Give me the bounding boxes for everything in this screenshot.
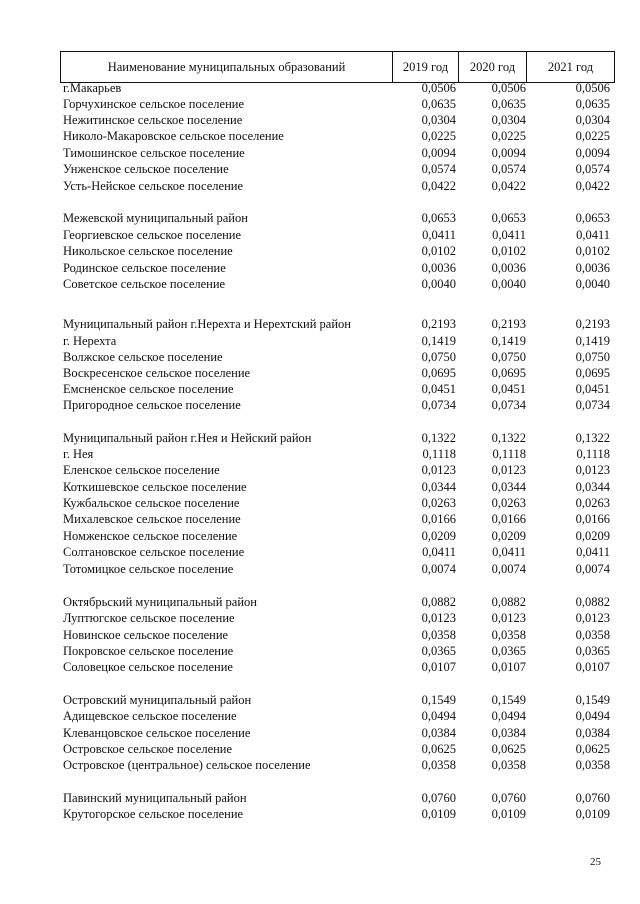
municipality-name: Георгиевское сельское поселение [63,228,242,242]
value-2020: 0,0411 [492,545,526,559]
table-row [0,479,640,495]
municipality-name: Горчухинское сельское поселение [63,97,245,111]
value-2019: 0,2193 [421,317,456,331]
value-2021: 0,0263 [575,496,610,510]
value-2019: 0,0040 [421,277,456,291]
value-2020: 0,0358 [491,758,526,772]
page-number: 25 [590,856,601,868]
value-2021: 0,0304 [575,113,610,127]
value-2020: 0,0384 [491,726,526,740]
value-2019: 0,0123 [421,463,456,477]
value-2020: 0,0365 [491,644,526,658]
value-2020: 0,1322 [491,431,526,445]
table-row [0,561,640,577]
value-2021: 0,1118 [576,447,610,461]
value-2021: 0,0036 [575,261,610,275]
value-2021: 0,0358 [575,628,610,642]
table-row [0,210,640,226]
municipality-name: Соловецкое сельское поселение [63,660,233,674]
table-row [0,544,640,560]
value-2021: 0,1322 [575,431,610,445]
value-2020: 0,0358 [491,628,526,642]
value-2021: 0,0102 [575,244,610,258]
value-2020: 0,0166 [491,512,526,526]
value-2019: 0,0036 [421,261,456,275]
table-row [0,627,640,643]
value-2019: 0,0358 [421,758,456,772]
value-2020: 0,1118 [492,447,526,461]
table-row [0,161,640,177]
table-row [0,333,640,349]
value-2020: 0,0109 [491,807,526,821]
value-2020: 0,0040 [491,277,526,291]
value-2019: 0,0653 [421,211,456,225]
municipality-name: Новинское сельское поселение [63,628,229,642]
table-row [0,610,640,626]
value-2019: 0,0451 [421,382,456,396]
value-2020: 0,0107 [491,660,526,674]
value-2021: 0,0411 [576,545,610,559]
value-2020: 0,0102 [491,244,526,258]
value-2021: 0,0384 [575,726,610,740]
value-2021: 0,0040 [575,277,610,291]
table-row [0,349,640,365]
value-2020: 0,0760 [491,791,526,805]
table-row [0,397,640,413]
value-2021: 0,0506 [575,81,610,95]
table-row [0,790,640,806]
value-2019: 0,0094 [421,146,456,160]
table-row [0,511,640,527]
municipality-name: г.Макарьев [63,81,122,95]
value-2020: 0,0734 [491,398,526,412]
table-row [0,276,640,292]
municipality-name: Коткишевское сельское поселение [63,480,247,494]
value-2021: 0,0695 [575,366,610,380]
value-2020: 0,0209 [491,529,526,543]
table-row [0,462,640,478]
value-2019: 0,0750 [421,350,456,364]
table-row [0,495,640,511]
value-2019: 0,0882 [421,595,456,609]
value-2020: 0,0695 [491,366,526,380]
value-2020: 0,0451 [491,382,526,396]
municipality-name: Никольское сельское поселение [63,244,233,258]
value-2019: 0,0411 [422,228,456,242]
value-2019: 0,0384 [421,726,456,740]
table-row [0,741,640,757]
table-row [0,128,640,144]
value-2020: 0,0625 [491,742,526,756]
value-2021: 0,1549 [575,693,610,707]
value-2020: 0,0494 [491,709,526,723]
value-2019: 0,0102 [421,244,456,258]
municipality-name: г. Нерехта [63,334,117,348]
municipality-name: Воскресенское сельское поселение [63,366,251,380]
municipality-name: Солтановское сельское поселение [63,545,245,559]
value-2021: 0,0422 [575,179,610,193]
table-row [0,446,640,462]
municipality-name: Октябрьский муниципальный район [63,595,257,609]
table-row [0,227,640,243]
value-2021: 0,0225 [575,129,610,143]
municipality-name: Кужбальское сельское поселение [63,496,240,510]
value-2021: 0,0411 [576,228,610,242]
table-row [0,528,640,544]
municipality-name: Луптюгское сельское поселение [63,611,235,625]
value-2021: 0,0734 [575,398,610,412]
value-2019: 0,0574 [421,162,456,176]
value-2021: 0,0166 [575,512,610,526]
value-2021: 0,0653 [575,211,610,225]
value-2020: 0,0036 [491,261,526,275]
municipality-name: Волжское сельское поселение [63,350,223,364]
value-2020: 0,0635 [491,97,526,111]
municipality-name: г. Нея [63,447,94,461]
municipality-name: Михалевское сельское поселение [63,512,241,526]
table-row [0,594,640,610]
value-2019: 0,1322 [421,431,456,445]
value-2020: 0,0123 [491,611,526,625]
table-row [0,243,640,259]
value-2020: 0,0304 [491,113,526,127]
value-2019: 0,0107 [421,660,456,674]
value-2021: 0,0358 [575,758,610,772]
value-2021: 0,0209 [575,529,610,543]
table-row [0,692,640,708]
value-2020: 0,0750 [491,350,526,364]
table-row [0,365,640,381]
value-2021: 0,0094 [575,146,610,160]
value-2020: 0,0225 [491,129,526,143]
municipality-name: Адищевское сельское поселение [63,709,237,723]
value-2020: 0,0653 [491,211,526,225]
table-row [0,659,640,675]
table-row [0,643,640,659]
value-2019: 0,0411 [422,545,456,559]
value-2020: 0,0882 [491,595,526,609]
value-2021: 0,0635 [575,97,610,111]
value-2020: 0,0411 [492,228,526,242]
value-2020: 0,0263 [491,496,526,510]
value-2021: 0,0625 [575,742,610,756]
value-2021: 0,0750 [575,350,610,364]
value-2019: 0,0123 [421,611,456,625]
municipality-name: Межевской муниципальный район [63,211,248,225]
value-2019: 0,1419 [421,334,456,348]
value-2019: 0,0263 [421,496,456,510]
table-row [0,316,640,332]
table-row [0,96,640,112]
municipality-name: Павинский муниципальный район [63,791,247,805]
header-name-column: Наименование муниципальных образований [107,59,346,74]
value-2021: 0,0123 [575,463,610,477]
value-2021: 0,0344 [575,480,610,494]
value-2019: 0,0635 [421,97,456,111]
value-2019: 0,0625 [421,742,456,756]
municipality-name: Муниципальный район г.Нерехта и Нерехтский район [63,317,351,331]
table-row [0,178,640,194]
municipality-name: Советское сельское поселение [63,277,226,291]
value-2021: 0,1419 [575,334,610,348]
table-row [0,757,640,773]
value-2019: 0,1118 [422,447,456,461]
municipality-name: Муниципальный район г.Нея и Нейский район [63,431,312,445]
table-row [0,708,640,724]
value-2019: 0,0494 [421,709,456,723]
table-row [0,112,640,128]
value-2021: 0,0365 [575,644,610,658]
value-2020: 0,0094 [491,146,526,160]
municipality-name: Островское (центральное) сельское поселение [63,758,311,772]
value-2019: 0,0166 [421,512,456,526]
value-2019: 0,0074 [421,562,456,576]
value-2019: 0,0304 [421,113,456,127]
value-2021: 0,0451 [575,382,610,396]
municipality-name: Тимошинское сельское поселение [63,146,245,160]
municipality-name: Емсненское сельское поселение [63,382,234,396]
value-2019: 0,0506 [421,81,456,95]
value-2021: 0,0107 [575,660,610,674]
value-2019: 0,0695 [421,366,456,380]
value-2019: 0,0225 [421,129,456,143]
municipality-name: Тотомицкое сельское поселение [63,562,234,576]
value-2019: 0,1549 [421,693,456,707]
municipality-name: Николо-Макаровское сельское поселение [63,129,284,143]
value-2021: 0,0882 [575,595,610,609]
value-2019: 0,0209 [421,529,456,543]
value-2019: 0,0760 [421,791,456,805]
value-2020: 0,0422 [491,179,526,193]
value-2021: 0,0074 [575,562,610,576]
value-2019: 0,0109 [421,807,456,821]
municipality-name: Пригородное сельское поселение [63,398,241,412]
header-2020-column: 2020 год [458,52,526,82]
table-row [0,80,640,96]
table-row [0,260,640,276]
header-2019-column: 2019 год [392,52,458,82]
municipality-name: Покровское сельское поселение [63,644,234,658]
value-2021: 0,0123 [575,611,610,625]
value-2020: 0,2193 [491,317,526,331]
value-2020: 0,0123 [491,463,526,477]
municipality-name: Клеванцовское сельское поселение [63,726,251,740]
table-row [0,430,640,446]
value-2019: 0,0422 [421,179,456,193]
value-2019: 0,0365 [421,644,456,658]
municipality-name: Еленское сельское поселение [63,463,220,477]
header-2021-column: 2021 год [526,52,614,82]
municipality-name: Родинское сельское поселение [63,261,226,275]
value-2021: 0,2193 [575,317,610,331]
municipality-name: Островский муниципальный район [63,693,252,707]
value-2021: 0,0109 [575,807,610,821]
municipality-name: Усть-Нейское сельское поселение [63,179,244,193]
value-2021: 0,0574 [575,162,610,176]
value-2020: 0,0344 [491,480,526,494]
municipality-name: Номженское сельское поселение [63,529,238,543]
value-2021: 0,0494 [575,709,610,723]
table-row [0,145,640,161]
municipality-name: Крутогорское сельское поселение [63,807,244,821]
table-row [0,806,640,822]
value-2020: 0,1419 [491,334,526,348]
municipality-name: Унженское сельское поселение [63,162,229,176]
value-2020: 0,0574 [491,162,526,176]
table-row [0,381,640,397]
value-2019: 0,0358 [421,628,456,642]
value-2019: 0,0734 [421,398,456,412]
value-2019: 0,0344 [421,480,456,494]
value-2021: 0,0760 [575,791,610,805]
value-2020: 0,1549 [491,693,526,707]
municipality-name: Нежитинское сельское поселение [63,113,243,127]
value-2020: 0,0506 [491,81,526,95]
municipality-name: Островское сельское поселение [63,742,233,756]
table-row [0,725,640,741]
value-2020: 0,0074 [491,562,526,576]
